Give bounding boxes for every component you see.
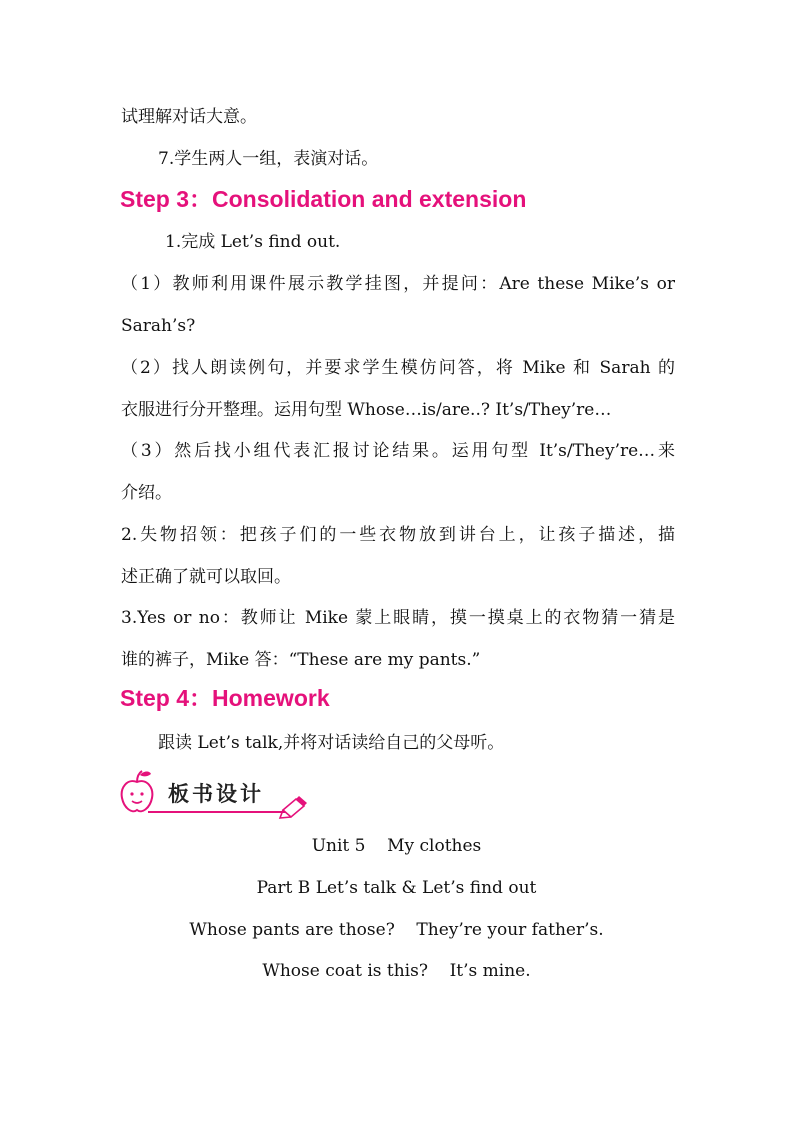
step-4-heading: Step 4：Homework — [120, 685, 330, 711]
apple-icon — [122, 771, 153, 811]
pencil-icon — [280, 796, 307, 818]
paragraph-line: 1.完成 Let’s find out. — [165, 232, 341, 252]
board-line-part: Part B Let’s talk & Let’s find out — [256, 878, 537, 898]
paragraph-line: 试理解对话大意。 — [121, 107, 257, 127]
paragraph-line: 7.学生两人一组，表演对话。 — [158, 149, 379, 169]
step-3-heading: Step 3：Consolidation and extension — [120, 186, 527, 212]
paragraph-line: Sarah’s? — [121, 316, 196, 336]
board-line-coat: Whose coat is this? It’s mine. — [262, 961, 531, 981]
paragraph-line: （1）教师利用课件展示教学挂图，并提问：Are these Mike’s or — [121, 274, 675, 294]
board-line-unit: Unit 5 My clothes — [311, 836, 482, 856]
paragraph-line: 2.失物招领：把孩子们的一些衣物放到讲台上，让孩子描述，描 — [121, 525, 675, 545]
paragraph-line: 衣服进行分开整理。运用句型 Whose…is/are..? It’s/They’re… — [121, 400, 612, 420]
paragraph-line: 跟读 Let’s talk,并将对话读给自己的父母听。 — [158, 733, 505, 753]
paragraph-line: 介绍。 — [121, 483, 172, 503]
banner-title: 板书设计 — [168, 782, 264, 806]
board-design-banner — [118, 766, 318, 820]
paragraph-line: 述正确了就可以取回。 — [121, 567, 291, 587]
paragraph-line: 谁的裤子，Mike 答：“These are my pants.” — [121, 650, 481, 670]
board-line-pants: Whose pants are those? They’re your father’s. — [189, 920, 604, 940]
paragraph-line: （2）找人朗读例句，并要求学生模仿问答，将 Mike 和 Sarah 的 — [121, 358, 675, 378]
paragraph-line: （3）然后找小组代表汇报讨论结果。运用句型 It’s/They’re…来 — [121, 441, 675, 461]
paragraph-line: 3.Yes or no：教师让 Mike 蒙上眼睛，摸一摸桌上的衣物猜一猜是 — [121, 608, 675, 628]
